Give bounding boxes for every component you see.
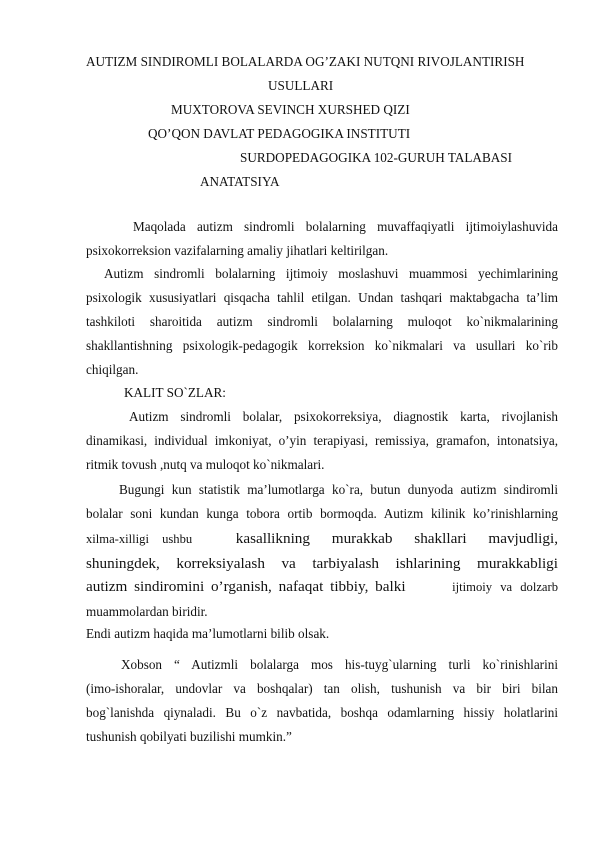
abstract-p2-line4: shakllantishning psixologik-pedagogik korreksion ko`nikmalari va usullari ko`rib [86,338,558,353]
body-p3-line3: bog`lanishda qiynaladi. Bu o`z navbatida, boshqa odamlarning hissiy holatlarini [86,705,558,720]
keywords-line1: Autizm sindromli bolalar, psixokorreksiya, diagnostik karta, rivojlanish [129,409,558,424]
body-p1-line5 [86,579,558,596]
institute-name: QO’QON DAVLAT PEDAGOGIKA INSTITUTI [148,126,411,141]
title-line-2: USULLARI [268,78,334,93]
annotation-heading: ANATATSIYA [200,174,280,189]
body-p1-line3-large: kasallikning murakkab shakllari mavjudligi, [235,530,558,547]
body-p1-line5-large: autizm sindiromini o’rganish, nafaqat tibbiy, balki [86,578,406,595]
body-p1-line3-small: xilma-xilligi ushbu [86,532,193,546]
body-p3-line1: Xobson “ Autizmli bolalarga mos his-tuyg`ularning turli ko`rinishlarini [121,657,558,672]
keywords-heading: KALIT SO`ZLAR: [124,385,226,400]
keywords-line2: dinamikasi, individual imkoniyat, o’yin terapiyasi, remissiya, gramafon, intonatsiya, [86,433,558,448]
abstract-p1-line1: Maqolada autizm sindromli bolalarning muvaffaqiyatli ijtimoiylashuvida [133,219,558,234]
body-p1-line3 [86,531,558,548]
abstract-p2-line2: psixologik xususiyatlari qisqacha tahlil etilgan. Undan tashqari maktabgacha ta’lim [86,290,558,305]
body-p3-line4: tushunish qobilyati buzilishi mumkin.” [86,729,292,744]
abstract-p2-line5: chiqilgan. [86,362,139,377]
group-line: SURDOPEDAGOGIKA 102-GURUH TALABASI [240,150,512,165]
body-p1-line5-small: ijtimoiy va dolzarb [452,580,558,594]
keywords-line3: ritmik tovush ,nutq va muloqot ko`nikmalari. [86,457,325,472]
body-p2-line1: Endi autizm haqida ma’lumotlarni bilib olsak. [86,626,330,641]
abstract-p1-line2: psixokorreksion vazifalarning amaliy jihatlari keltirilgan. [86,243,389,258]
title-line-1: AUTIZM SINDIROMLI BOLALARDA OG’ZAKI NUTQNI RIVOJLANTIRISH [86,54,525,69]
body-p1-line2: bolalar soni kundan kunga tobora ortib bormoqda. Autizm kilinik ko’rinishlarning [86,506,558,521]
abstract-p2-line3: tashkiloti sharoitida autizm sindromli bolalarning muloqot ko`nikmalarining [86,314,558,329]
body-p1-line6: muammolardan biridir. [86,604,208,619]
author-name: MUXTOROVA SEVINCH XURSHED QIZI [171,102,410,117]
body-p1-line1: Bugungi kun statistik ma’lumotlarga ko`ra, butun dunyoda autizm sindiromli [119,482,558,497]
body-p3-line2: (imo-ishoralar, undovlar va boshqalar) tan olish, tushunish va bir biri bilan [86,681,558,696]
abstract-p2-line1: Autizm sindromli bolalarning ijtimoiy moslashuvi muammosi yechimlarining [104,266,558,281]
body-p1-line4: shuningdek, korreksiyalash va tarbiyalash ishlarining murakkabligi [86,555,558,572]
